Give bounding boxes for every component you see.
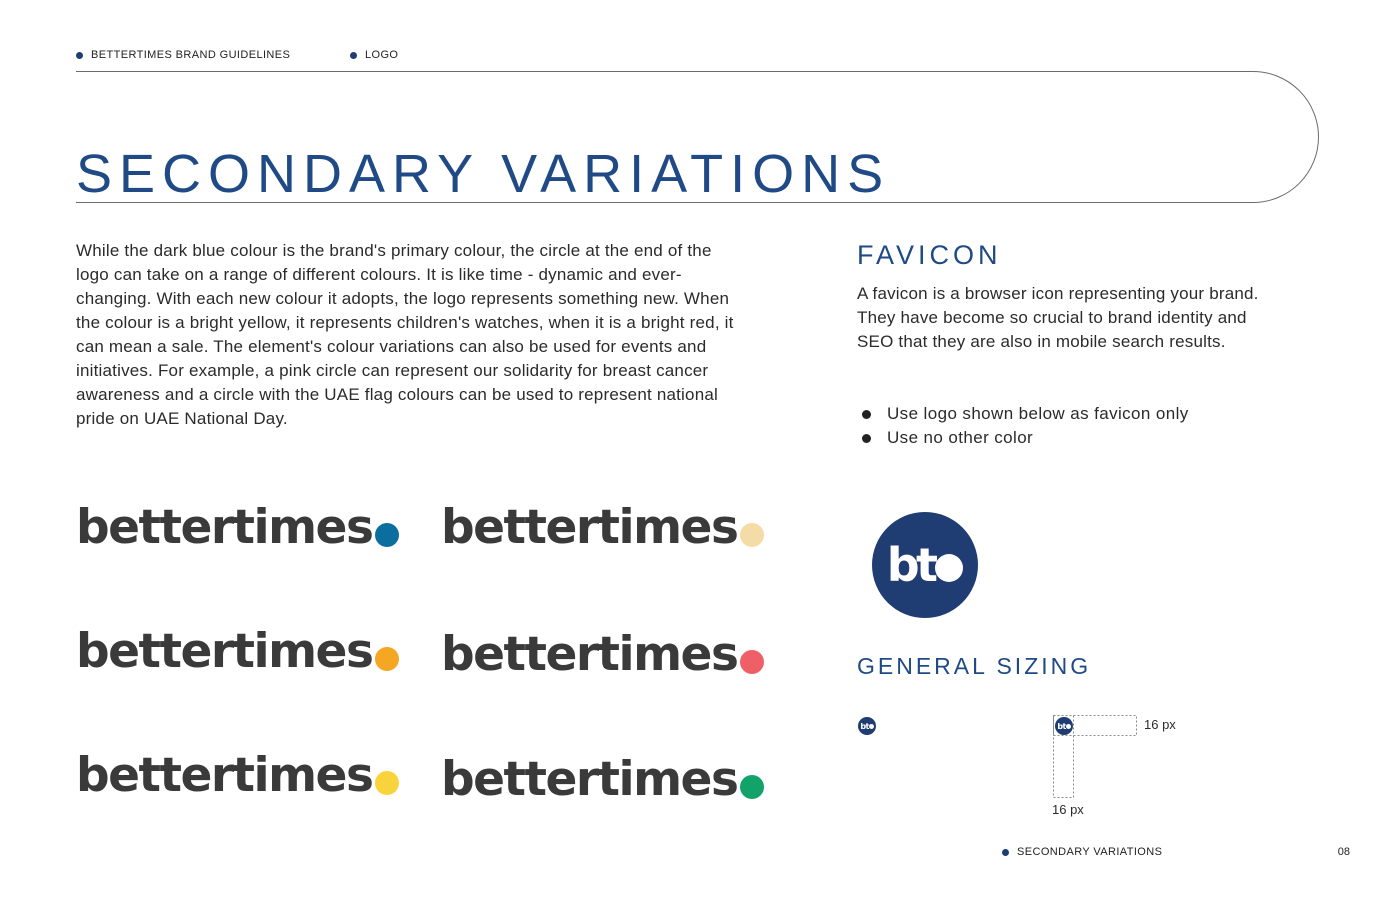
- logo-wordmark: bettertimes: [441, 752, 738, 807]
- bullet-dot-icon: [862, 434, 871, 443]
- favicon-text: bt: [1057, 721, 1066, 731]
- logo-dot-icon: [375, 647, 399, 671]
- page-number: 08: [1337, 846, 1350, 858]
- bullet-dot-icon: [76, 52, 83, 59]
- header-section-text: LOGO: [365, 49, 399, 61]
- logo-dot-icon: [740, 775, 764, 799]
- favicon-title: FAVICON: [857, 240, 1002, 270]
- favicon-description: A favicon is a browser icon representing your brand. They have become so crucial to brand identity and SEO that they are also in mobile search results.: [857, 284, 1259, 351]
- intro-paragraph: While the dark blue colour is the brand's primary colour, the circle at the end of the logo can take on a range of different colours. It is like time - dynamic and ever-changing. With each new colour it adopts, the logo represents something new. When the colour is a bright yellow, it represents children's watches, when it is a bright red, it can mean a sale. The element's colour variations can also be used for events and initiatives. For example, a pink circle can represent our solidarity for breast cancer awareness and a circle with the UAE flag colours can be used to represent national pride on UAE National Day.: [76, 241, 734, 428]
- header-doc-title-text: BETTERTIMES BRAND GUIDELINES: [91, 49, 291, 61]
- bullet-dot-icon: [1002, 849, 1009, 856]
- width-label: 16 px: [1144, 717, 1176, 732]
- logo-variation-orange: [76, 624, 399, 679]
- logo-variation-green: [441, 752, 764, 807]
- logo-wordmark: bettertimes: [76, 624, 373, 679]
- favicon-dot-icon: [935, 554, 963, 582]
- logo-variation-yellow: [76, 748, 399, 803]
- logo-wordmark: bettertimes: [441, 627, 738, 682]
- logo-wordmark: bettertimes: [441, 500, 738, 555]
- favicon-dot-icon: [869, 724, 874, 729]
- favicon-small-icon: [858, 717, 876, 735]
- list-item: [862, 426, 1189, 450]
- logo-variation-cream: [441, 500, 764, 555]
- logo-dot-icon: [375, 523, 399, 547]
- bullet-dot-icon: [350, 52, 357, 59]
- favicon-text: bt: [886, 538, 935, 592]
- favicon-rules-list: [862, 402, 1189, 450]
- footer-section-text: SECONDARY VARIATIONS: [1017, 846, 1163, 858]
- footer-section: [1002, 846, 1162, 858]
- favicon-sized-icon: [1055, 717, 1073, 735]
- header-section: [350, 49, 398, 61]
- favicon-text: bt: [860, 721, 869, 731]
- logo-variation-red: [441, 627, 764, 682]
- header-doc-title: [76, 49, 290, 61]
- logo-variation-blue: [76, 500, 399, 555]
- page-title: SECONDARY VARIATIONS: [76, 144, 891, 204]
- logo-dot-icon: [740, 523, 764, 547]
- logo-dot-icon: [375, 771, 399, 795]
- logo-wordmark: bettertimes: [76, 500, 373, 555]
- sizing-title: GENERAL SIZING: [857, 653, 1092, 679]
- list-item-text: Use no other color: [887, 428, 1034, 447]
- favicon-large-icon: [872, 512, 978, 618]
- list-item-text: Use logo shown below as favicon only: [887, 404, 1189, 423]
- logo-wordmark: bettertimes: [76, 748, 373, 803]
- logo-dot-icon: [740, 650, 764, 674]
- height-label: 16 px: [1052, 802, 1084, 817]
- bullet-dot-icon: [862, 410, 871, 419]
- list-item: [862, 402, 1189, 426]
- favicon-dot-icon: [1066, 724, 1071, 729]
